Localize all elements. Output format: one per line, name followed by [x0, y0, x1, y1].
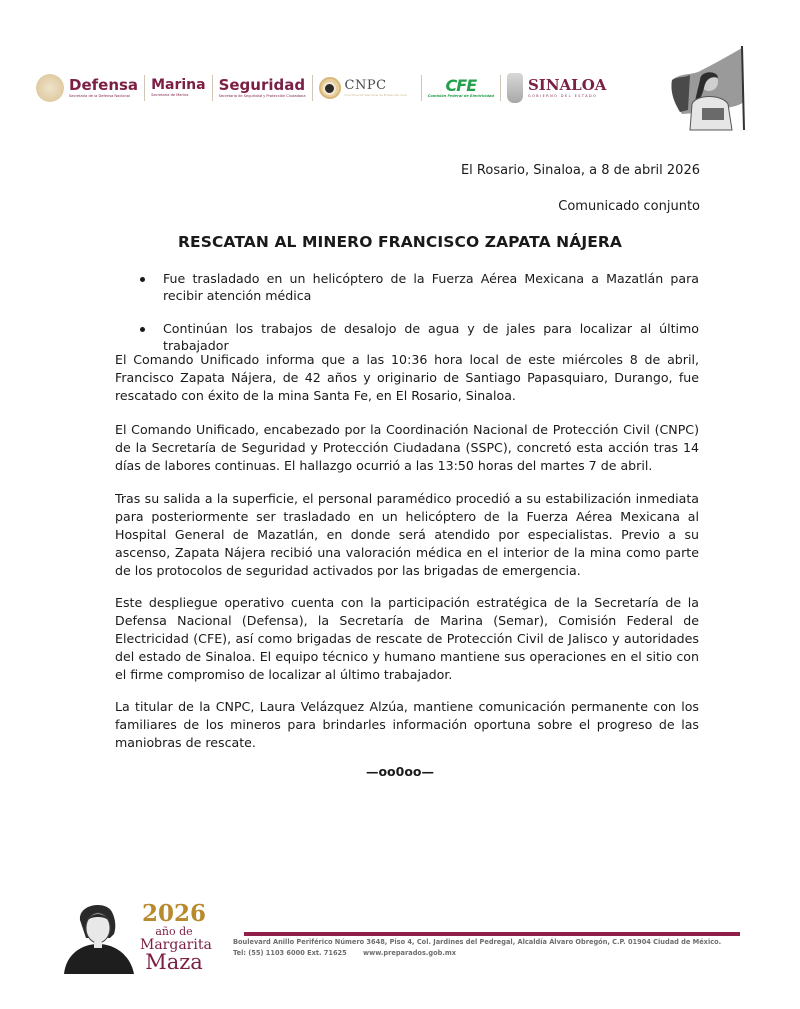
heroine-flag-illustration-icon [662, 42, 752, 132]
bullet-icon [140, 327, 145, 332]
logo-divider [312, 75, 313, 101]
logo-divider [144, 75, 145, 101]
logo-divider [212, 75, 213, 101]
footer-divider-bar [244, 932, 740, 936]
margarita-maza-portrait-icon [58, 898, 138, 974]
bullet-item: Fue trasladado en un helicóptero de la Fuerza Aérea Mexicana a Mazatlán para recibir atención médica [101, 270, 699, 304]
logo-seguridad: Seguridad Secretaría de Seguridad y Protección Ciudadana [218, 75, 306, 98]
website-link[interactable]: www.preparados.gob.mx [363, 949, 456, 957]
footer-address: Boulevard Anillo Periférico Número 3648, Piso 4, Col. Jardines del Pedregal, Alcaldía Álvaro Obregón, C.P. 01904 Ciudad de México. Tel: (55) 1103 6000 Ext. 71625 www.preparados.gob.mx [233, 938, 722, 957]
closing-mark: —oo0oo— [365, 764, 435, 779]
logo-divider [421, 75, 422, 101]
header-logos [36, 68, 606, 108]
logo-defensa: Defensa Secretaría de la Defensa Nacional [69, 75, 139, 98]
communique-type: Comunicado conjunto [558, 199, 700, 214]
year-commemoration-logo: 2026 año de Margarita Maza [140, 900, 212, 974]
document-title: RESCATAN AL MINERO FRANCISCO ZAPATA NÁJERA [177, 233, 623, 251]
bullet-item: Continúan los trabajos de desalojo de agua y de jales para localizar al último trabajador [101, 320, 699, 354]
national-seal-icon [36, 74, 64, 102]
logo-cfe: CFE Comisión Federal de Electricidad [427, 75, 494, 98]
bullet-icon [140, 277, 145, 282]
logo-marina: Marina Secretaría de Marina [151, 77, 206, 98]
logo-cnpc: CNPC Coordinación Nacional de Protección Civil [344, 78, 407, 97]
paragraph-rescue-announcement: El Comando Unificado informa que a las 10:36 hora local de este miércoles 8 de abril, Francisco Zapata Nájera, de 42 años y originario de Santiago Papasquiaro, Durango, fue rescatado con éxito de la mina Santa Fe, en El Rosario, Sinaloa. [115, 352, 699, 403]
logo-divider [500, 75, 501, 101]
cnpc-emblem-icon [319, 77, 341, 99]
logo-sinaloa: SINALOA GOBIERNO DEL ESTADO [527, 75, 607, 98]
paragraph-family-communication: La titular de la CNPC, Laura Velázquez Alzúa, mantiene comunicación permanente con los familiares de los mineros para brindarles información oportuna sobre el progreso de las maniobras de rescate. [115, 699, 699, 750]
paragraph-participating-agencies: Este despliegue operativo cuenta con la participación estratégica de la Secretaría de la Defensa Nacional (Defensa), la Secretaría de Marina (Semar), Comisión Federal de Electricidad (CFE), así como brigadas de rescate de Protección Civil de Jalisco y autoridades del estado de Sinaloa. El equipo técnico y humano mantiene sus operaciones en el sitio con el firme compromiso de localizar al último trabajador. [115, 595, 699, 682]
place-and-date: El Rosario, Sinaloa, a 8 de abril 2026 [460, 163, 700, 178]
sinaloa-shield-icon [507, 73, 523, 103]
paragraph-medical-transfer: Tras su salida a la superficie, el personal paramédico procedió a su estabilización inmediata para posteriormente ser trasladado en un helicóptero de la Fuerza Aérea Mexicana al Hospital General de Mazatlán, en donde será atendido por especialistas. Previo a su ascenso, Zapata Nájera recibió una valoración médica en el interior de la mina como parte de los protocolos de seguridad activados por las brigadas de emergencia. [115, 491, 699, 578]
paragraph-unified-command: El Comando Unificado, encabezado por la Coordinación Nacional de Protección Civil (CNPC) de la Secretaría de Seguridad y Protección Ciudadana (SSPC), concretó esta acción tras 14 días de labores continuas. El hallazgo ocurrió a las 13:50 horas del martes 7 de abril. [115, 422, 699, 473]
